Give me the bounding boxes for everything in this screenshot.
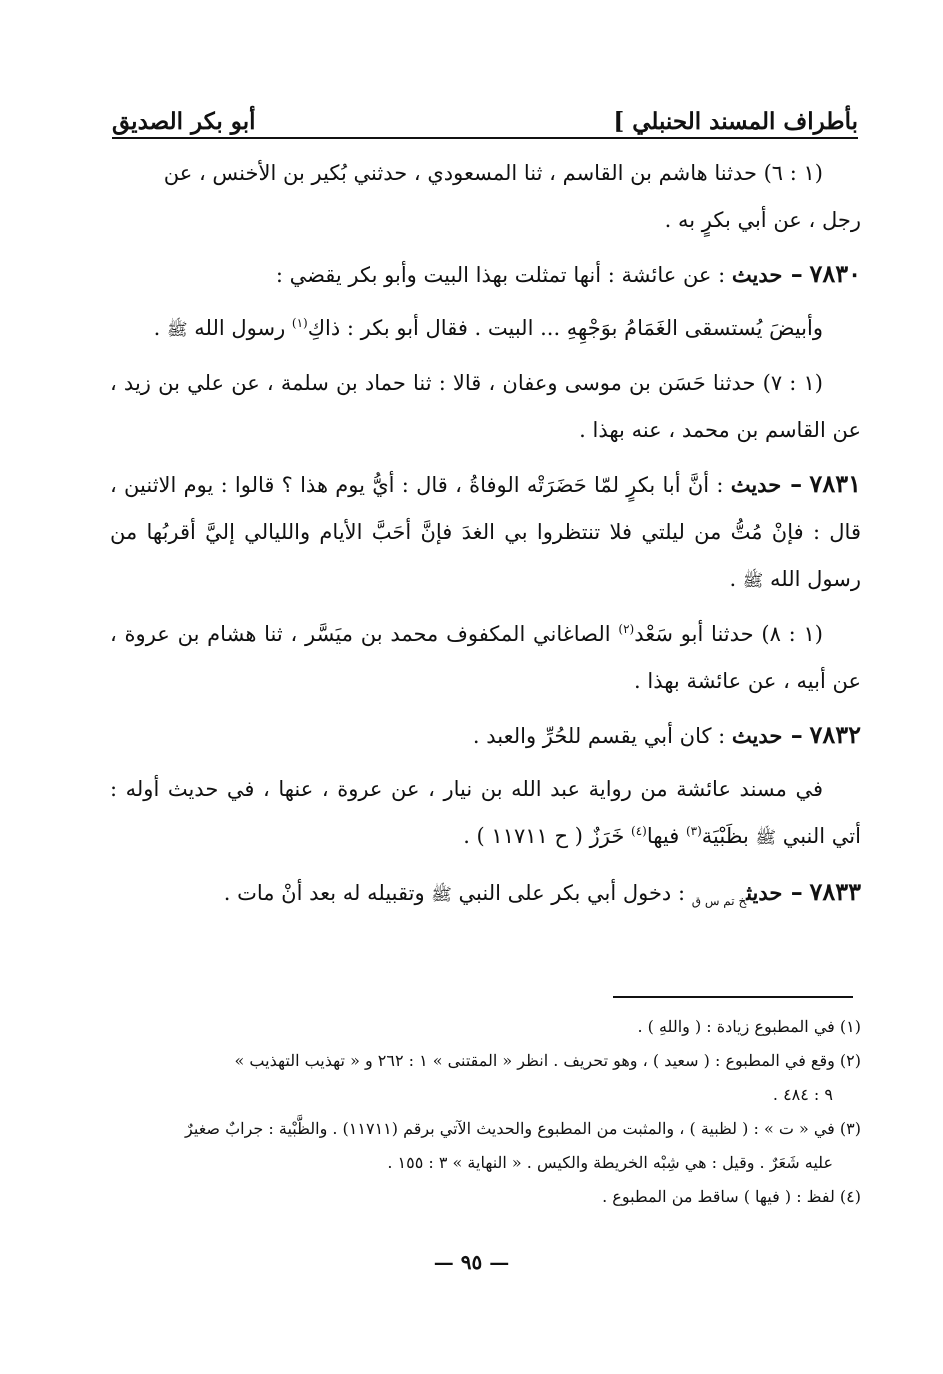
salutation-glyph: ﷺ: [755, 828, 777, 848]
isnad-2-text: (١ : ٧) حدثنا حَسَن بن موسى وعفان ، قالا : ثنا حماد بن سلمة ، عن علي بن زيد ، عن القاسم بن محمد ، عنه بهذا .: [110, 371, 861, 442]
hadith-7830: ٧٨٣٠ – حديث : عن عائشة : أنها تمثلت بهذا البيت وأبو بكر يقضي :: [275, 259, 861, 288]
page-number: — ٩٥ —: [433, 1250, 510, 1274]
isnad-paragraph-3: [110, 611, 861, 705]
hadith-number: ٧٨٣٢: [809, 720, 861, 749]
salutation-glyph: ﷺ: [167, 320, 188, 340]
isnad-paragraph-1: [110, 150, 861, 244]
hadith-label: حديث: [731, 723, 783, 748]
source-sigla: خ تم س ق: [691, 894, 747, 909]
footnote-4: (٤) لفظ : ( فيها ) ساقط من المطبوع .: [602, 1187, 861, 1206]
salutation-glyph: ﷺ: [742, 571, 764, 591]
cross-ref-d: خَرَزٌ ( ح ١١٧١١ ) .: [463, 824, 631, 848]
footnote-ref-4: (٤): [631, 824, 647, 838]
hadith-text: : عن عائشة : أنها تمثلت بهذا البيت وأبو بكر يقضي :: [275, 263, 726, 287]
hadith-number: ٧٨٣١: [809, 469, 861, 498]
footnotes: [110, 1010, 861, 1214]
isnad-1-line-1: (١ : ٦) حدثنا هاشم بن القاسم ، ثنا المسعودي ، حدثني بُكير بن الأخنس ، عن: [163, 161, 823, 185]
header-left-title: أبو بكر الصديق: [112, 108, 256, 135]
cross-ref-b: بظَبْيَة: [701, 824, 756, 848]
footnote-3-cont: عليه شَعَرٌ . وقيل : هي شِبْه الخريطة والكيس . « النهاية » ٣ : ١٥٥ .: [387, 1153, 833, 1172]
hadith-7832: ٧٨٣٢ – حديث : كان أبي يقسم للحُرِّ والعبد .: [472, 720, 861, 749]
hadith-number: ٧٨٣٣: [809, 877, 861, 906]
hadith-number: ٧٨٣٠: [809, 259, 861, 288]
footnote-3: (٣) في « ت » : ( لظبية ) ، والمثبت من المطبوع والحديث الآتي برقم (١١٧١١) . والظَّبْية : جرابٌ صغيرٌ: [185, 1119, 861, 1138]
cross-ref-c: فيها: [646, 824, 686, 848]
hadith-label: حديث: [746, 880, 783, 905]
cross-ref-a: في مسند عائشة من رواية عبد الله بن نيار ، عن عروة ، عنها ، في حديث أوله : أتي النبي: [110, 777, 861, 848]
hadith-text: : دخول أبي بكر على النبي: [458, 881, 686, 905]
hadith-7833: ٧٨٣٣ – حديث$_{خ تم س ق}$ : دخول أبي بكر على النبي ﷺ وتقبيله له بعد أنْ مات .: [223, 877, 861, 909]
isnad-paragraph-2: [110, 360, 861, 454]
poem-tail: رسول الله: [194, 316, 292, 340]
footnote-ref-1: (١): [291, 316, 308, 330]
footnote-ref-3: (٣): [685, 824, 702, 838]
hadith-7831: ٧٨٣١ – حديث : أنَّ أبا بكرٍ لمّا حَضَرَتْه الوفاةُ ، قال : أيُّ يوم هذا ؟ قالوا : يوم الاثنين ، قال : فإنْ مُتُّ من ليلتي فلا تنتظروا بي الغدَ فإنَّ أحَبَّ الأيام والليالي إليَّ أقربُها من رسول الله ﷺ .: [110, 469, 861, 591]
isnad-1-line-2: رجل ، عن أبي بكرٍ به .: [664, 208, 861, 232]
hadith-end: .: [729, 567, 743, 591]
hadith-label: حديث: [731, 262, 783, 287]
footnote-2-cont: ٩ : ٤٨٤ .: [772, 1085, 833, 1104]
poem-text: وأبيضَ يُستسقى الغَمَامُ بوَجْهِهِ ... البيت . فقال أبو بكر : ذاكِ: [307, 316, 823, 340]
footnote-ref-2: (٢): [618, 622, 635, 636]
footnote-2-line-1: (٢) وقع في المطبوع : ( سعيد ) ، وهو تحريف . انظر « المقتنى » ١ : ٢٦٢ و « تهذيب التهذيب »: [234, 1051, 861, 1070]
poem-end: .: [153, 316, 168, 340]
header-right-title: بأطراف المسند الحنبلي ]: [613, 108, 858, 135]
footnote-divider: [613, 996, 853, 998]
salutation-glyph: ﷺ: [431, 885, 452, 905]
hadith-label: حديث: [730, 472, 782, 497]
hadith-text: : أنَّ أبا بكرٍ لمّا حَضَرَتْه الوفاةُ ، قال : أيُّ يوم هذا ؟ قالوا : يوم الاثنين ، قال : فإنْ مُتُّ من ليلتي فلا تنتظروا بي الغدَ فإنَّ أحَبَّ الأيام والليالي إليَّ أقربُها من رسول الله: [110, 473, 861, 591]
running-header: [112, 95, 858, 139]
footnote-1: (١) في المطبوع زيادة : ( واللهِ ) .: [637, 1017, 861, 1036]
isnad-3-b: الصاغاني المكفوف محمد بن ميَسَّر ، ثنا هشام بن عروة ، عن أبيه ، عن عائشة بهذا .: [110, 622, 861, 693]
main-text: [110, 150, 861, 925]
isnad-3-a: (١ : ٨) حدثنا أبو سَعْد: [634, 622, 823, 646]
hadith-end: وتقبيله له بعد أنْ مات .: [223, 881, 432, 905]
footnote-2: [110, 1044, 861, 1078]
cross-reference-paragraph: [110, 766, 861, 862]
hadith-text: : كان أبي يقسم للحُرِّ والعبد .: [472, 724, 726, 748]
poem-paragraph: [110, 305, 861, 354]
